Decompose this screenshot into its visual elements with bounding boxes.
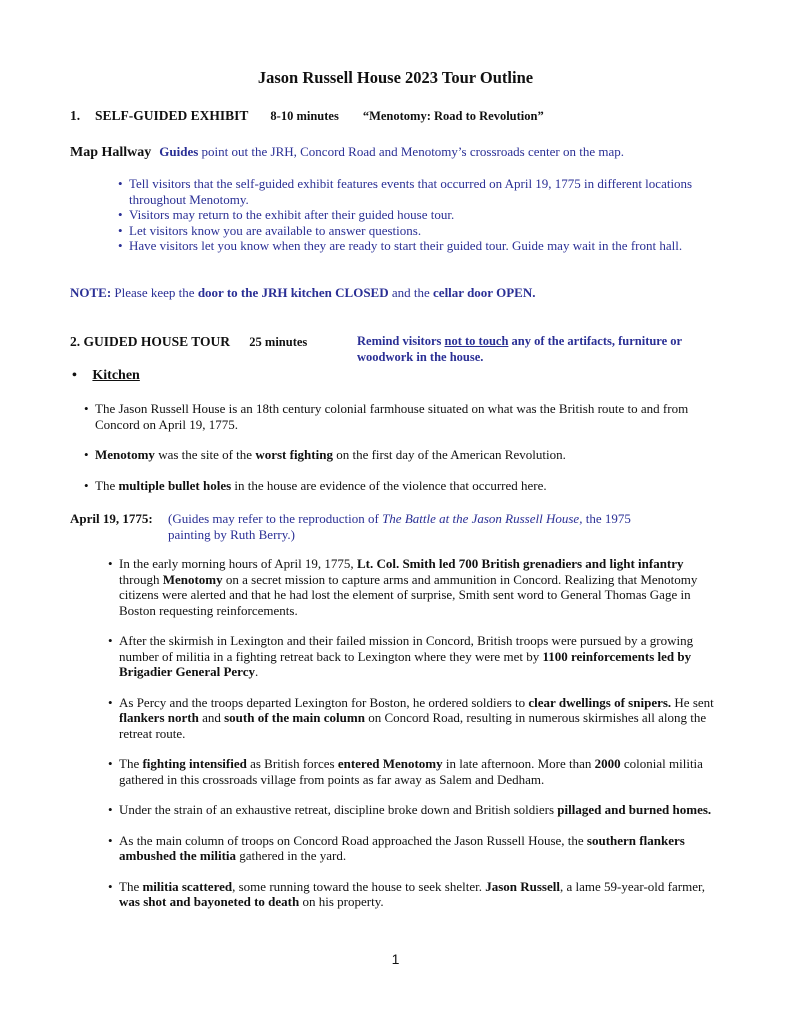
text-segment: As the main column of troops on Concord Road approached the Jason Russell House, the bbox=[119, 832, 587, 848]
room-name: Kitchen bbox=[92, 368, 140, 383]
text-segment: was shot and bayoneted to death bbox=[119, 894, 300, 909]
text-segment: southern flankers ambushed the militia bbox=[119, 832, 685, 863]
list-item bbox=[108, 695, 720, 742]
reminder bbox=[357, 334, 717, 365]
section-number: 1. bbox=[70, 108, 81, 123]
text-segment: in late afternoon. More than bbox=[442, 756, 595, 771]
text-segment: 1100 reinforcements led by Brigadier General Percy bbox=[119, 648, 692, 679]
section-title: SELF-GUIDED EXHIBIT bbox=[95, 108, 249, 123]
text-segment: Jason Russell bbox=[485, 878, 560, 894]
exhibit-bullet-list bbox=[118, 176, 718, 254]
list-item bbox=[108, 802, 720, 818]
text-segment: Menotomy bbox=[162, 571, 223, 587]
text-segment: NOTE: bbox=[70, 285, 112, 300]
text-segment: point out the JRH, Concord Road and Menotomy’s crossroads center on the map. bbox=[198, 144, 624, 159]
text-segment: colonial militia gathered in this crossroads village from points as far away as Salem and Dedham. bbox=[119, 756, 703, 787]
april-section-label bbox=[70, 511, 153, 527]
text-segment: The Jason Russell House is an 18th century colonial farmhouse situated on what was the British route to and from Concord on April 19, 1775. bbox=[95, 401, 689, 432]
text-segment: clear dwellings of snipers. bbox=[528, 694, 672, 710]
text-segment: Remind visitors bbox=[357, 334, 445, 348]
page-number: 1 bbox=[391, 951, 400, 967]
list-item bbox=[118, 223, 718, 239]
section1-heading bbox=[70, 108, 544, 125]
text-segment: any of the artifacts, furniture or woodwork in the house. bbox=[357, 334, 682, 364]
text-segment: on the first day of the American Revolution. bbox=[332, 447, 566, 462]
text-segment: , a lame 59-year-old farmer, bbox=[560, 878, 706, 894]
list-item bbox=[118, 176, 718, 207]
text-segment: on a secret mission to capture arms and ammunition in Concord. Realizing that Menotomy citizens were alerted and that he had lost the element of surprise, Smith sent word to General Thomas Gage in Boston requesting reinforcements. bbox=[119, 571, 698, 618]
list-item bbox=[84, 447, 724, 463]
april-bullet-list bbox=[108, 556, 720, 925]
text-segment: on Concord Road, resulting in numerous skirmishes all along the retreat route. bbox=[119, 710, 707, 741]
kitchen-bullet-list bbox=[84, 401, 724, 508]
text-segment: as British forces bbox=[246, 756, 338, 771]
note bbox=[70, 285, 535, 301]
text-segment: After the skirmish in Lexington and their failed mission in Concord, British troops were pursued by a growing number of militia in a fighting retreat back to Lexington where they were met by bbox=[119, 633, 694, 664]
bullet-icon: • bbox=[72, 368, 77, 383]
list-item bbox=[118, 207, 718, 223]
text-segment: Tell visitors that the self-guided exhibit features events that occurred on April 19, 1775 in different locations throughout Menotomy. bbox=[129, 176, 693, 207]
list-item bbox=[108, 879, 720, 910]
text-segment: militia scattered bbox=[142, 878, 233, 894]
text-segment: 2000 bbox=[594, 756, 621, 771]
section-title: 2. GUIDED HOUSE TOUR bbox=[70, 334, 231, 349]
text-segment: worst fighting bbox=[255, 447, 333, 462]
text-segment: in the house are evidence of the violence that occurred here. bbox=[231, 477, 547, 493]
list-item bbox=[108, 556, 720, 618]
text-segment: (Guides may refer to the reproduction of bbox=[168, 511, 383, 526]
text-segment: The bbox=[95, 477, 119, 493]
text-segment: Under the strain of an exhaustive retreat, discipline broke down and British soldiers bbox=[119, 802, 558, 817]
text-segment: . bbox=[254, 664, 259, 679]
text-segment: Have visitors let you know when they are ready to start their guided tour. Guide may wait in the front hall. bbox=[129, 238, 683, 253]
april-note bbox=[168, 511, 638, 542]
map-hallway-text bbox=[159, 144, 624, 159]
section-duration: 25 minutes bbox=[249, 335, 308, 349]
april-label: April 19, 1775: bbox=[70, 511, 153, 526]
map-hallway-label: Map Hallway bbox=[70, 145, 152, 160]
text-segment: , some running toward the house to seek shelter. bbox=[232, 878, 486, 894]
list-item bbox=[108, 633, 720, 680]
text-segment: door to the JRH kitchen CLOSED bbox=[197, 285, 389, 300]
text-segment: In the early morning hours of April 19, 1775, bbox=[119, 556, 357, 571]
text-segment: Visitors may return to the exhibit after their guided house tour. bbox=[129, 207, 455, 222]
text-segment: south of the main column bbox=[224, 710, 365, 725]
document-title: Jason Russell House 2023 Tour Outline bbox=[257, 68, 534, 87]
text-segment: fighting intensified bbox=[142, 756, 247, 771]
room-heading bbox=[72, 368, 140, 384]
list-item bbox=[84, 401, 724, 432]
text-segment: The bbox=[119, 878, 143, 894]
text-segment: Menotomy bbox=[95, 447, 155, 462]
text-segment: Please keep the bbox=[111, 285, 198, 300]
text-segment: As Percy and the troops departed Lexington for Boston, he ordered soldiers to bbox=[119, 694, 529, 710]
text-segment: pillaged and burned homes. bbox=[557, 802, 712, 817]
section2-heading bbox=[70, 334, 307, 351]
text-segment: gathered in the yard. bbox=[236, 848, 347, 863]
text-segment: and bbox=[198, 710, 225, 725]
text-segment: was the site of the bbox=[154, 447, 256, 462]
section-duration: 8-10 minutes bbox=[270, 109, 339, 123]
text-segment: multiple bullet holes bbox=[118, 477, 232, 493]
text-segment: Guides bbox=[159, 144, 199, 159]
text-segment: and the bbox=[388, 285, 434, 300]
map-hallway-line bbox=[70, 144, 624, 161]
exhibit-title: “Menotomy: Road to Revolution” bbox=[362, 109, 544, 123]
list-item bbox=[108, 833, 720, 864]
list-item bbox=[118, 238, 718, 254]
text-segment: through bbox=[119, 571, 163, 587]
text-segment: Let visitors know you are available to answer questions. bbox=[129, 222, 422, 238]
text-segment: He sent bbox=[671, 694, 714, 710]
list-item bbox=[84, 478, 724, 494]
text-segment: Lt. Col. Smith led 700 British grenadiers and light infantry bbox=[356, 556, 684, 571]
text-segment: the 1975 painting by Ruth Berry.) bbox=[168, 511, 631, 542]
text-segment: not to touch bbox=[444, 334, 509, 348]
text-segment: flankers north bbox=[119, 710, 199, 725]
text-segment: The bbox=[119, 756, 143, 771]
list-item bbox=[108, 756, 720, 787]
text-segment: cellar door OPEN. bbox=[433, 285, 536, 300]
text-segment: on his property. bbox=[299, 894, 384, 909]
text-segment: The Battle at the Jason Russell House, bbox=[382, 511, 583, 526]
text-segment: entered Menotomy bbox=[337, 756, 443, 771]
